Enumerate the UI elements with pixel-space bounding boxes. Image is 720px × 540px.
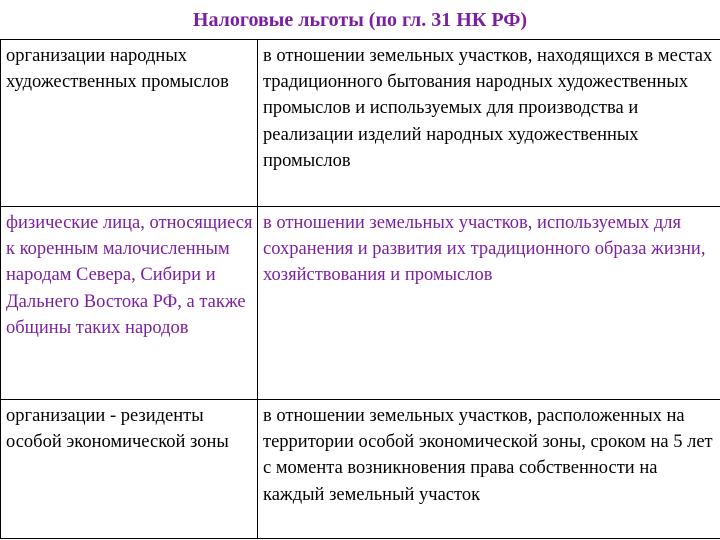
subject-cell: организации - резиденты особой экономической зоны — [1, 400, 258, 539]
table-row — [1, 207, 720, 400]
condition-cell: в отношении земельных участков, расположенных на территории особой экономической зоны, сроком на 5 лет с момента возникновения права собственности на каждый земельный участок — [258, 400, 720, 539]
table-row — [1, 40, 720, 207]
condition-cell: в отношении земельных участков, находящихся в местах традиционного бытования народных художественных промыслов и используемых для производства и реализации изделий народных художественных промыслов — [258, 40, 720, 207]
page-title: Налоговые льготы (по гл. 31 НК РФ) — [192, 9, 528, 31]
tax-benefits-table — [0, 39, 720, 539]
table-row — [1, 400, 720, 539]
condition-cell: в отношении земельных участков, используемых для сохранения и развития их традиционного образа жизни, хозяйствования и промыслов — [258, 207, 720, 400]
subject-cell: физические лица, относящиеся к коренным малочисленным народам Севера, Сибири и Дальнего Востока РФ, а также общины таких народов — [1, 207, 258, 400]
subject-cell: организации народных художественных промыслов — [1, 40, 258, 207]
